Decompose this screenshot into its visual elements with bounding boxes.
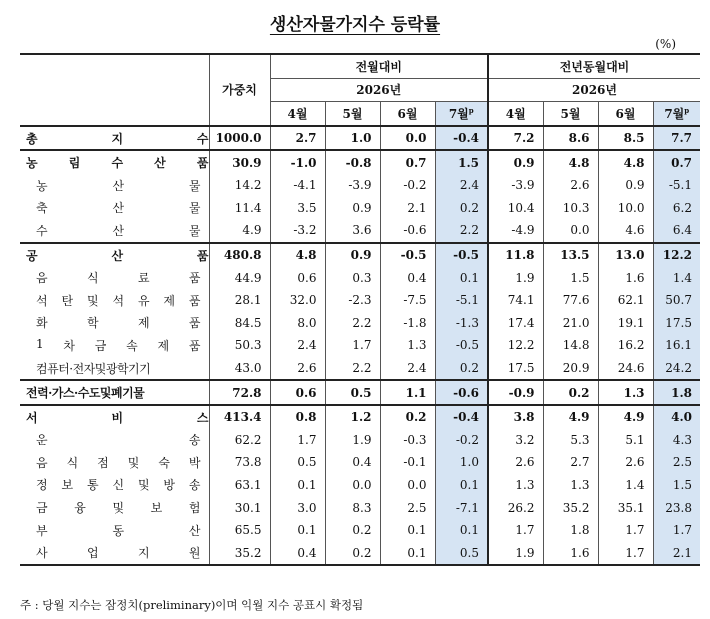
weight-cell: 84.5 [209, 312, 270, 335]
yoy-cell: 16.1 [653, 334, 700, 357]
yoy-cell: 8.6 [543, 126, 598, 151]
row-label-text: 정 보 통 신 및 방 송 [36, 478, 201, 493]
row-label-text: 음 식 료 품 [36, 271, 201, 286]
mom-cell: -0.5 [435, 334, 488, 357]
table-row [20, 334, 700, 357]
row-label-text: 음 식 점 및 숙 박 [36, 455, 201, 470]
row-label [20, 451, 209, 474]
yoy-cell: 13.5 [543, 243, 598, 267]
row-label-text: 석 탄 및 석 유 제 품 [36, 293, 201, 308]
yoy-cell: 12.2 [653, 243, 700, 267]
yoy-cell: -5.1 [653, 174, 700, 197]
footnote: 주 : 당월 지수는 잠정치(preliminary)이며 익월 지수 공표시 확정됨 [20, 598, 364, 612]
mom-cell: 0.1 [380, 541, 435, 565]
yoy-cell: 17.5 [653, 312, 700, 335]
mom-cell: 0.8 [270, 405, 325, 429]
mom-cell: 3.0 [270, 496, 325, 519]
mom-cell: 0.1 [270, 519, 325, 542]
yoy-cell: 35.1 [598, 496, 653, 519]
row-label [20, 496, 209, 519]
yoy-cell: 1.7 [598, 519, 653, 542]
header-month: 5월 [325, 102, 380, 126]
mom-cell: 0.1 [380, 519, 435, 542]
mom-cell: 0.5 [435, 541, 488, 565]
table-row [20, 451, 700, 474]
mom-cell: -3.2 [270, 219, 325, 243]
mom-cell: 8.0 [270, 312, 325, 335]
mom-cell: 0.6 [270, 380, 325, 405]
yoy-cell: 1.8 [543, 519, 598, 542]
yoy-cell: 14.8 [543, 334, 598, 357]
mom-cell: 8.3 [325, 496, 380, 519]
yoy-cell: 77.6 [543, 289, 598, 312]
yoy-cell: 8.5 [598, 126, 653, 151]
weight-cell: 1000.0 [209, 126, 270, 151]
row-label-text: 전력·가스·수도및폐기물 [26, 386, 145, 401]
mom-cell: 0.2 [380, 405, 435, 429]
yoy-cell: 1.7 [653, 519, 700, 542]
yoy-cell: 10.4 [488, 197, 543, 220]
mom-cell: 32.0 [270, 289, 325, 312]
weight-cell: 65.5 [209, 519, 270, 542]
yoy-cell: 0.2 [543, 380, 598, 405]
mom-cell: 0.1 [435, 474, 488, 497]
table-row [20, 474, 700, 497]
mom-cell: 2.4 [270, 334, 325, 357]
yoy-cell: 1.5 [653, 474, 700, 497]
mom-cell: 1.7 [325, 334, 380, 357]
yoy-cell: 24.2 [653, 357, 700, 381]
weight-cell: 413.4 [209, 405, 270, 429]
yoy-cell: 16.2 [598, 334, 653, 357]
row-label [20, 519, 209, 542]
table-row [20, 219, 700, 243]
mom-cell: 0.2 [435, 197, 488, 220]
yoy-cell: -4.9 [488, 219, 543, 243]
row-label-text: 컴퓨터·전자및광학기기 [36, 361, 151, 376]
yoy-cell: 11.8 [488, 243, 543, 267]
header-month: 4월 [270, 102, 325, 126]
row-label [20, 243, 209, 267]
yoy-cell: 7.2 [488, 126, 543, 151]
yoy-cell: 6.4 [653, 219, 700, 243]
header-yoy: 전년동월대비 [488, 54, 700, 78]
row-label [20, 474, 209, 497]
mom-cell: 0.0 [325, 474, 380, 497]
weight-cell: 4.9 [209, 219, 270, 243]
yoy-cell: 26.2 [488, 496, 543, 519]
mom-cell: 2.1 [380, 197, 435, 220]
yoy-cell: 1.4 [653, 266, 700, 289]
yoy-cell: 4.6 [598, 219, 653, 243]
weight-cell: 63.1 [209, 474, 270, 497]
table-row [20, 266, 700, 289]
yoy-cell: 4.9 [543, 405, 598, 429]
mom-cell: 2.4 [380, 357, 435, 381]
yoy-cell: 4.9 [598, 405, 653, 429]
yoy-cell: 1.3 [543, 474, 598, 497]
row-label [20, 429, 209, 452]
yoy-cell: 4.8 [543, 150, 598, 174]
yoy-cell: 19.1 [598, 312, 653, 335]
weight-cell: 14.2 [209, 174, 270, 197]
table-row [20, 541, 700, 565]
yoy-cell: 1.7 [488, 519, 543, 542]
yoy-cell: 35.2 [543, 496, 598, 519]
yoy-cell: 1.3 [488, 474, 543, 497]
mom-cell: -1.3 [435, 312, 488, 335]
table-row [20, 519, 700, 542]
header-mom: 전월대비 [270, 54, 488, 78]
mom-cell: -5.1 [435, 289, 488, 312]
weight-cell: 62.2 [209, 429, 270, 452]
mom-cell: 0.4 [270, 541, 325, 565]
yoy-cell: 1.5 [543, 266, 598, 289]
row-label [20, 174, 209, 197]
yoy-cell: 17.5 [488, 357, 543, 381]
mom-cell: 0.1 [270, 474, 325, 497]
yoy-cell: 2.1 [653, 541, 700, 565]
table-row [20, 126, 700, 151]
mom-cell: 0.5 [325, 380, 380, 405]
row-label [20, 312, 209, 335]
mom-cell: -0.5 [435, 243, 488, 267]
unit-label: (%) [655, 37, 676, 51]
row-label [20, 266, 209, 289]
mom-cell: -0.6 [435, 380, 488, 405]
yoy-cell: 5.1 [598, 429, 653, 452]
mom-cell: 2.2 [435, 219, 488, 243]
mom-cell: 2.7 [270, 126, 325, 151]
mom-cell: 2.5 [380, 496, 435, 519]
row-label [20, 380, 209, 405]
weight-cell: 43.0 [209, 357, 270, 381]
header-month: 6월 [380, 102, 435, 126]
header-year-yoy: 2026년 [488, 78, 700, 102]
weight-cell: 28.1 [209, 289, 270, 312]
yoy-cell: 6.2 [653, 197, 700, 220]
table-row [20, 243, 700, 267]
mom-cell: 0.0 [380, 474, 435, 497]
mom-cell: 1.7 [270, 429, 325, 452]
row-label [20, 541, 209, 565]
row-label-text: 사 업 지 원 [36, 546, 201, 561]
row-label-text: 공 산 품 [26, 248, 209, 263]
table-row [20, 197, 700, 220]
ppi-table [20, 53, 700, 566]
mom-cell: 0.2 [325, 519, 380, 542]
row-label [20, 150, 209, 174]
mom-cell: 1.0 [325, 126, 380, 151]
mom-cell: 0.2 [435, 357, 488, 381]
mom-cell: 2.6 [270, 357, 325, 381]
mom-cell: 2.2 [325, 357, 380, 381]
yoy-cell: 1.7 [598, 541, 653, 565]
yoy-cell: 2.6 [543, 174, 598, 197]
mom-cell: -0.8 [325, 150, 380, 174]
mom-cell: 1.2 [325, 405, 380, 429]
yoy-cell: 1.4 [598, 474, 653, 497]
yoy-cell: 1.9 [488, 266, 543, 289]
mom-cell: 1.0 [435, 451, 488, 474]
mom-cell: -7.5 [380, 289, 435, 312]
table-row [20, 380, 700, 405]
weight-cell: 30.9 [209, 150, 270, 174]
row-label [20, 334, 209, 357]
table-row [20, 312, 700, 335]
yoy-cell: 4.8 [598, 150, 653, 174]
mom-cell: 1.3 [380, 334, 435, 357]
row-label [20, 357, 209, 381]
weight-cell: 35.2 [209, 541, 270, 565]
yoy-cell: 17.4 [488, 312, 543, 335]
row-label-text: 농 산 물 [36, 178, 201, 193]
yoy-cell: 23.8 [653, 496, 700, 519]
mom-cell: -7.1 [435, 496, 488, 519]
table-row [20, 357, 700, 381]
table-row [20, 150, 700, 174]
header-month-prelim: 7월$^p$ [653, 102, 700, 126]
row-label-text: 총 지 수 [26, 131, 209, 146]
mom-cell: 1.9 [325, 429, 380, 452]
mom-cell: -0.5 [380, 243, 435, 267]
mom-cell: -0.4 [435, 126, 488, 151]
mom-cell: 0.1 [435, 266, 488, 289]
mom-cell: 1.5 [435, 150, 488, 174]
mom-cell: 0.6 [270, 266, 325, 289]
row-label [20, 219, 209, 243]
mom-cell: 0.4 [380, 266, 435, 289]
yoy-cell: 74.1 [488, 289, 543, 312]
mom-cell: -1.0 [270, 150, 325, 174]
yoy-cell: 2.6 [598, 451, 653, 474]
row-label-text: 운 송 [36, 433, 201, 448]
yoy-cell: 7.7 [653, 126, 700, 151]
mom-cell: -3.9 [325, 174, 380, 197]
header-month-prelim: 7월$^p$ [435, 102, 488, 126]
yoy-cell: 10.0 [598, 197, 653, 220]
weight-cell: 44.9 [209, 266, 270, 289]
table-row [20, 429, 700, 452]
mom-cell: 1.1 [380, 380, 435, 405]
yoy-cell: 2.5 [653, 451, 700, 474]
yoy-cell: 1.9 [488, 541, 543, 565]
yoy-cell: 24.6 [598, 357, 653, 381]
yoy-cell: 0.9 [598, 174, 653, 197]
yoy-cell: 1.8 [653, 380, 700, 405]
row-label-text: 수 산 물 [36, 223, 201, 238]
row-label-text: 축 산 물 [36, 201, 201, 216]
yoy-cell: 10.3 [543, 197, 598, 220]
header-blank [20, 54, 209, 126]
yoy-cell: 20.9 [543, 357, 598, 381]
mom-cell: 0.9 [325, 197, 380, 220]
yoy-cell: 62.1 [598, 289, 653, 312]
yoy-cell: 4.3 [653, 429, 700, 452]
row-label [20, 197, 209, 220]
mom-cell: -4.1 [270, 174, 325, 197]
header-year-mom: 2026년 [270, 78, 488, 102]
row-label [20, 126, 209, 151]
yoy-cell: 4.0 [653, 405, 700, 429]
weight-cell: 50.3 [209, 334, 270, 357]
mom-cell: -0.2 [380, 174, 435, 197]
mom-cell: 0.7 [380, 150, 435, 174]
row-label-text: 1 차 금 속 제 품 [36, 336, 201, 353]
yoy-cell: 1.6 [543, 541, 598, 565]
mom-cell: 0.2 [325, 541, 380, 565]
weight-cell: 11.4 [209, 197, 270, 220]
table-row [20, 289, 700, 312]
mom-cell: 0.1 [435, 519, 488, 542]
yoy-cell: 1.3 [598, 380, 653, 405]
yoy-cell: 1.6 [598, 266, 653, 289]
yoy-cell: 0.7 [653, 150, 700, 174]
weight-cell: 30.1 [209, 496, 270, 519]
mom-cell: 4.8 [270, 243, 325, 267]
row-label-text: 부 동 산 [36, 523, 201, 538]
mom-cell: -1.8 [380, 312, 435, 335]
mom-cell: 0.5 [270, 451, 325, 474]
yoy-cell: 50.7 [653, 289, 700, 312]
yoy-cell: 12.2 [488, 334, 543, 357]
table-row [20, 496, 700, 519]
header-month: 5월 [543, 102, 598, 126]
mom-cell: -0.1 [380, 451, 435, 474]
mom-cell: 2.4 [435, 174, 488, 197]
mom-cell: 0.3 [325, 266, 380, 289]
yoy-cell: 0.0 [543, 219, 598, 243]
header-month: 6월 [598, 102, 653, 126]
yoy-cell: 2.6 [488, 451, 543, 474]
mom-cell: -0.6 [380, 219, 435, 243]
weight-cell: 480.8 [209, 243, 270, 267]
mom-cell: 3.5 [270, 197, 325, 220]
mom-cell: -2.3 [325, 289, 380, 312]
mom-cell: 0.0 [380, 126, 435, 151]
yoy-cell: 2.7 [543, 451, 598, 474]
yoy-cell: -3.9 [488, 174, 543, 197]
header-weight: 가중치 [209, 54, 270, 126]
mom-cell: 2.2 [325, 312, 380, 335]
mom-cell: -0.3 [380, 429, 435, 452]
table-row [20, 405, 700, 429]
mom-cell: 3.6 [325, 219, 380, 243]
yoy-cell: 0.9 [488, 150, 543, 174]
yoy-cell: 21.0 [543, 312, 598, 335]
row-label [20, 289, 209, 312]
page-title: 생산자물가지수 등락률 [269, 15, 441, 35]
header-month: 4월 [488, 102, 543, 126]
row-label-text: 농 림 수 산 품 [26, 156, 209, 171]
row-label-text: 화 학 제 품 [36, 316, 201, 331]
yoy-cell: 3.2 [488, 429, 543, 452]
mom-cell: 0.9 [325, 243, 380, 267]
mom-cell: -0.2 [435, 429, 488, 452]
yoy-cell: -0.9 [488, 380, 543, 405]
yoy-cell: 13.0 [598, 243, 653, 267]
yoy-cell: 3.8 [488, 405, 543, 429]
yoy-cell: 5.3 [543, 429, 598, 452]
row-label [20, 405, 209, 429]
weight-cell: 72.8 [209, 380, 270, 405]
mom-cell: 0.4 [325, 451, 380, 474]
table-row [20, 174, 700, 197]
row-label-text: 금 융 및 보 험 [36, 501, 201, 516]
weight-cell: 73.8 [209, 451, 270, 474]
mom-cell: -0.4 [435, 405, 488, 429]
row-label-text: 서 비 스 [26, 410, 209, 425]
